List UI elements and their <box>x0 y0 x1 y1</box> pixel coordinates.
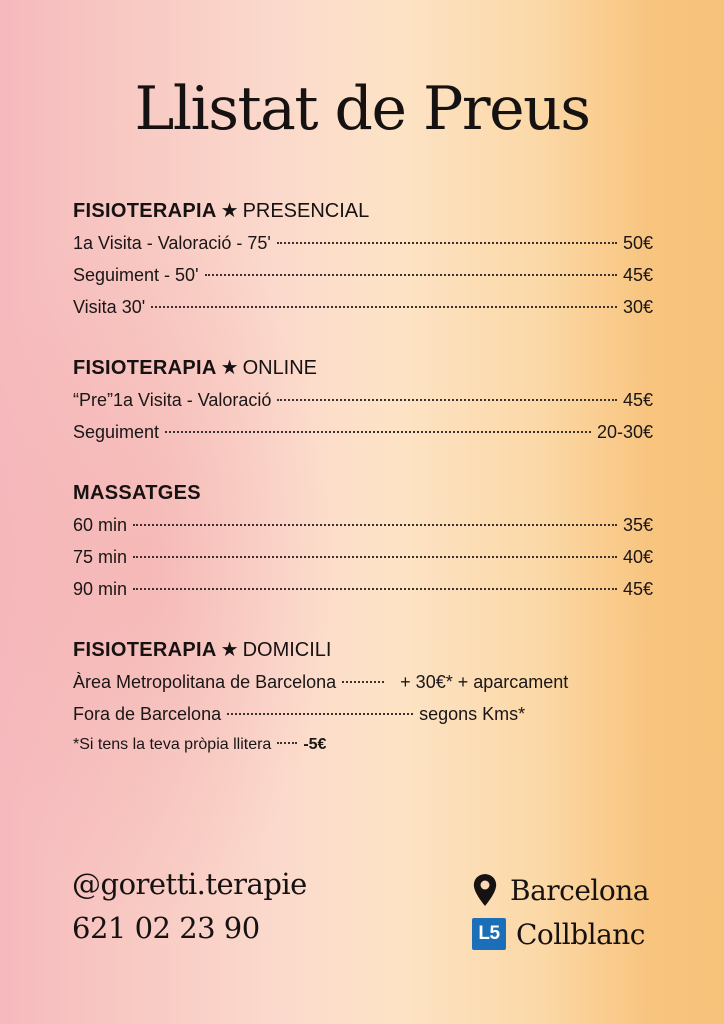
section-heading-bold: MASSATGES <box>73 482 201 504</box>
price-value: 30€ <box>622 297 653 317</box>
page-title: Llistat de Preus <box>134 74 590 144</box>
note-label: *Si tens la teva pròpia llitera <box>73 736 272 753</box>
location-city-row <box>472 868 649 912</box>
star-icon: ★ <box>220 357 239 379</box>
metro-line-badge: L5 <box>472 918 506 950</box>
price-row <box>73 291 653 323</box>
price-row <box>73 509 653 541</box>
section-heading <box>73 196 653 227</box>
dot-leader <box>277 242 617 244</box>
section-heading-bold: FISIOTERAPIA <box>73 200 217 222</box>
price-label: 1a Visita - Valoració - 75' <box>73 233 271 253</box>
section-heading <box>73 478 653 509</box>
section-heading-rest: ONLINE <box>242 357 318 379</box>
dot-leader <box>205 274 617 276</box>
dot-leader <box>165 431 591 433</box>
dot-leader <box>227 713 413 715</box>
dot-leader <box>133 588 617 590</box>
price-row <box>73 666 653 698</box>
dot-leader <box>151 306 617 308</box>
price-label: Àrea Metropolitana de Barcelona <box>73 672 337 692</box>
location-block <box>472 868 649 956</box>
section-heading <box>73 353 653 384</box>
price-label: 60 min <box>73 515 128 535</box>
metro-station-name: Collblanc <box>516 917 645 951</box>
dot-leader <box>133 524 617 526</box>
section-fisioterapia-online <box>73 353 653 448</box>
price-label: 75 min <box>73 547 128 567</box>
price-label: 90 min <box>73 579 128 599</box>
section-heading <box>73 635 653 666</box>
price-row <box>73 227 653 259</box>
price-value: 50€ <box>622 233 653 253</box>
location-metro-row <box>472 912 649 956</box>
section-heading-rest: DOMICILI <box>242 639 332 661</box>
price-label: Visita 30' <box>73 297 146 317</box>
price-row <box>73 541 653 573</box>
note-row <box>73 730 653 760</box>
section-fisioterapia-presencial <box>73 196 653 323</box>
price-value: 40€ <box>622 547 653 567</box>
price-row <box>73 698 653 730</box>
price-row <box>73 259 653 291</box>
star-icon: ★ <box>220 639 239 661</box>
dot-leader <box>133 556 617 558</box>
price-value: 45€ <box>622 390 653 410</box>
price-label: Seguiment - 50' <box>73 265 199 285</box>
price-value: + 30€* + aparcament <box>400 672 569 692</box>
note-price: -5€ <box>303 736 327 753</box>
price-value: 45€ <box>622 265 653 285</box>
price-label: Fora de Barcelona <box>73 704 222 724</box>
price-row <box>73 384 653 416</box>
section-heading-bold: FISIOTERAPIA <box>73 639 217 661</box>
contact-block <box>72 862 307 950</box>
instagram-handle[interactable]: @goretti.terapie <box>72 867 307 901</box>
section-fisioterapia-domicili <box>73 635 653 760</box>
dot-leader <box>342 681 384 683</box>
map-pin-icon <box>472 873 498 907</box>
price-value: segons Kms* <box>419 704 526 724</box>
price-value: 35€ <box>622 515 653 535</box>
price-label: Seguiment <box>73 422 160 442</box>
price-row <box>73 573 653 605</box>
price-label: “Pre”1a Visita - Valoració <box>73 390 272 410</box>
dot-leader <box>277 742 297 744</box>
city-name: Barcelona <box>510 873 649 907</box>
section-heading-rest: PRESENCIAL <box>242 200 370 222</box>
price-content <box>73 196 653 790</box>
price-value: 20-30€ <box>596 422 653 442</box>
section-massatges <box>73 478 653 605</box>
star-icon: ★ <box>220 200 239 222</box>
price-value: 45€ <box>622 579 653 599</box>
section-heading-bold: FISIOTERAPIA <box>73 357 217 379</box>
price-row <box>73 416 653 448</box>
dot-leader <box>277 399 617 401</box>
phone-number[interactable]: 621 02 23 90 <box>72 911 260 945</box>
